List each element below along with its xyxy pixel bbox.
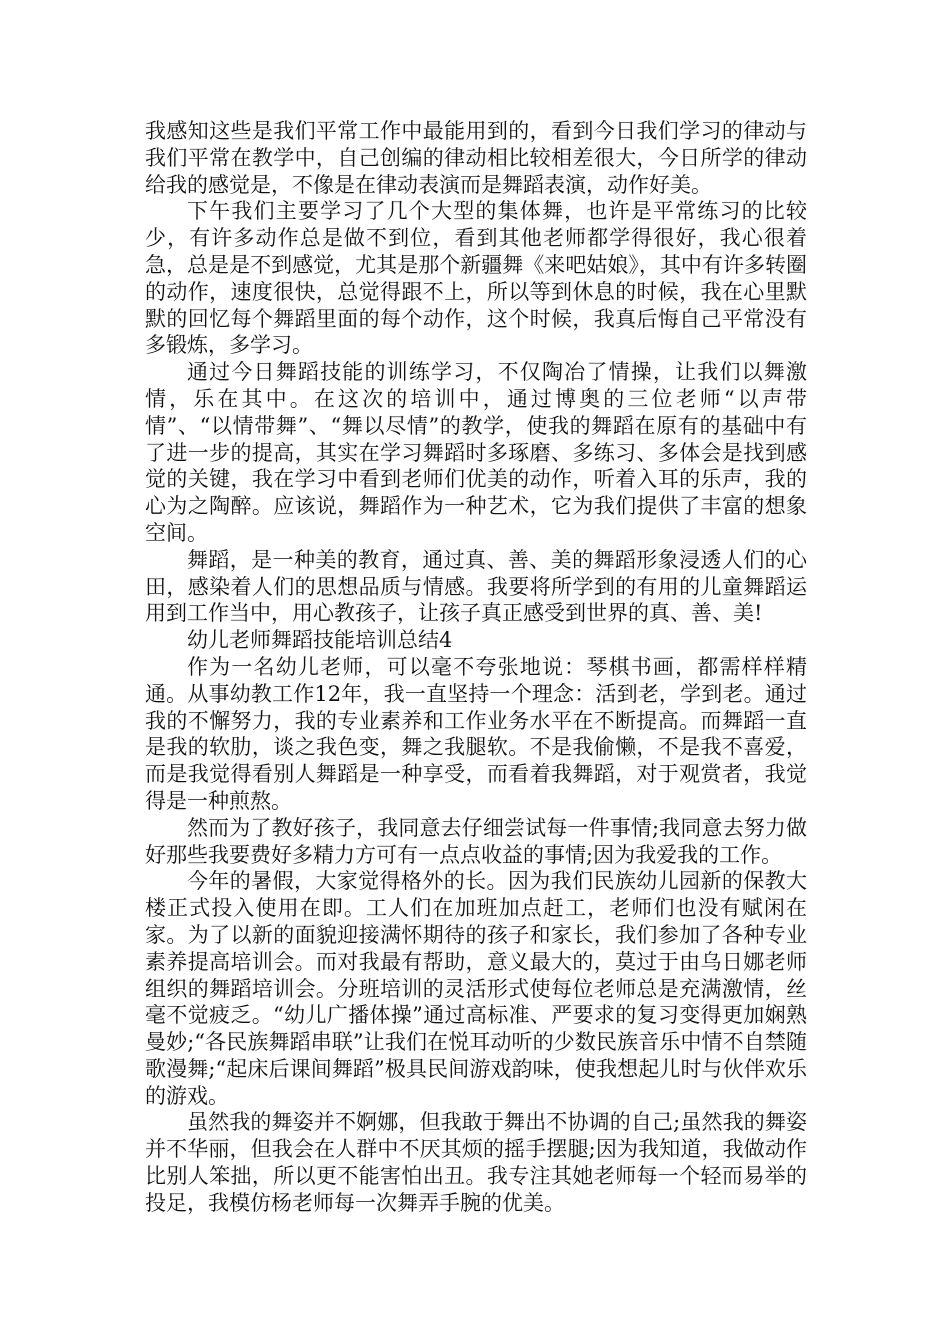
paragraph-6: 然而为了教好孩子，我同意去仔细尝试每一件事情;我同意去努力做好那些我要费好多精力方可有一点点收益的事情;因为我爱我的工作。 bbox=[145, 815, 807, 867]
paragraph-5: 作为一名幼儿老师，可以毫不夸张地说：琴棋书画，都需样样精通。从事幼教工作12年，我一直坚持一个理念：活到老，学到老。通过我的不懈努力，我的专业素养和工作业务水平在不断提高。而舞蹈一直是我的软肋，谈之我色变，舞之我腿软。不是我偷懒，不是我不喜爱，而是我觉得看别人舞蹈是一种享受，而看着我舞蹈，对于观赏者，我觉得是一种煎熬。 bbox=[145, 654, 807, 813]
paragraph-2: 下午我们主要学习了几个大型的集体舞，也许是平常练习的比较少，有许多动作总是做不到位，看到其他老师都学得很好，我心很着急，总是是不到感觉，尤其是那个新疆舞《来吧姑娘》，其中有许多转圈的动作，速度很快，总觉得跟不上，所以等到休息的时候，我在心里默默的回忆每个舞蹈里面的每个动作，这个时候，我真后悔自己平常没有多锻炼，多学习。 bbox=[145, 199, 807, 358]
paragraph-4: 舞蹈，是一种美的教育，通过真、善、美的舞蹈形象浸透人们的心田，感染着人们的思想品质与情感。我要将所学到的有用的儿童舞蹈运用到工作当中，用心教孩子，让孩子真正感受到世界的真、善、美! bbox=[145, 547, 807, 626]
document-body bbox=[145, 118, 807, 1217]
paragraph-7: 今年的暑假，大家觉得格外的长。因为我们民族幼儿园新的保教大楼正式投入使用在即。工人们在加班加点赶工，老师们也没有赋闲在家。为了以新的面貌迎接满怀期待的孩子和家长，我们参加了各种专业素养提高培训会。而对我最有帮助，意义最大的，莫过于由乌日娜老师组织的舞蹈培训会。分班培训的灵活形式使每位老师总是充满激情，丝毫不觉疲乏。“幼儿广播体操”通过高标准、严要求的复习变得更加娴熟曼妙;“各民族舞蹈串联”让我们在悦耳动听的少数民族音乐中情不自禁随歌漫舞;“起床后课间舞蹈”极具民间游戏韵味，使我想起儿时与伙伴欢乐的游戏。 bbox=[145, 869, 807, 1108]
paragraph-8: 虽然我的舞姿并不婀娜，但我敢于舞出不协调的自己;虽然我的舞姿并不华丽，但我会在人群中不厌其烦的摇手摆腿;因为我知道，我做动作比别人笨拙，所以更不能害怕出丑。我专注其她老师每一个轻而易举的投足，我模仿杨老师每一次舞弄手腕的优美。 bbox=[145, 1110, 807, 1215]
paragraph-3: 通过今日舞蹈技能的训练学习，不仅陶冶了情操，让我们以舞激情，乐在其中。在这次的培训中，通过博奥的三位老师“以声带情”、“以情带舞”、“舞以尽情”的教学，使我的舞蹈在原有的基础中有了进一步的提高，其实在学习舞蹈时多琢磨、多练习、多体会是找到感觉的关键，我在学习中看到老师们优美的动作，听着入耳的乐声，我的心为之陶醉。应该说，舞蹈作为一种艺术，它为我们提供了丰富的想象空间。 bbox=[145, 360, 807, 545]
section-heading: 幼儿老师舞蹈技能培训总结4 bbox=[187, 628, 453, 653]
paragraph-1: 我感知这些是我们平常工作中最能用到的，看到今日我们学习的律动与我们平常在教学中，自己创编的律动相比较相差很大，今日所学的律动给我的感觉是，不像是在律动表演而是舞蹈表演，动作好美。 bbox=[145, 119, 807, 197]
